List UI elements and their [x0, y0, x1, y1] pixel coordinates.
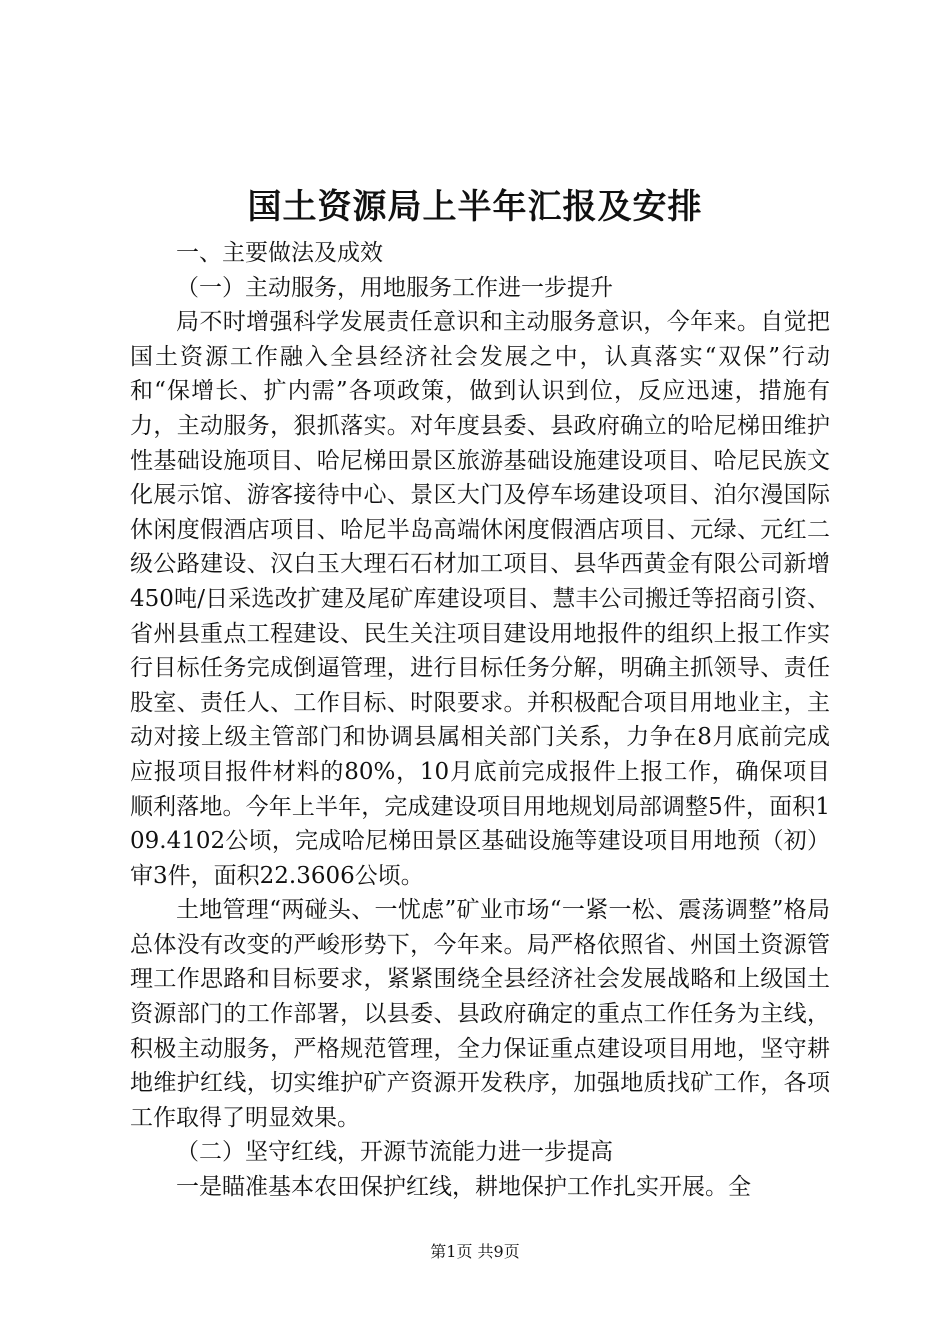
body-paragraph-1: 局不时增强科学发展责任意识和主动服务意识，今年来。自觉把国土资源工作融入全县经济社会发展之中，认真落实“双保”行动和“保增长、扩内需”各项政策，做到认识到位，反应迅速，措施有力，主动服务，狠抓落实。对年度县委、县政府确立的哈尼梯田维护性基础设施项目、哈尼梯田景区旅游基础设施建设项目、哈尼民族文化展示馆、游客接待中心、景区大门及停车场建设项目、泊尔漫国际休闲度假酒店项目、哈尼半岛高端休闲度假酒店项目、元绿、元红二级公路建设、汉白玉大理石石材加工项目、县华西黄金有限公司新增450吨/日采选改扩建及尾矿库建设项目、慧丰公司搬迁等招商引资、省州县重点工程建设、民生关注项目建设用地报件的组织上报工作实行目标任务完成倒逼管理，进行目标任务分解，明确主抓领导、责任股室、责任人、工作目标、时限要求。并积极配合项目用地业主，主动对接上级主管部门和协调县属相关部门关系，力争在8月底前完成应报项目报件材料的80%，10月底前完成报件上报工作，确保项目顺利落地。今年上半年，完成建设项目用地规划局部调整5件，面积109.4102公顷，完成哈尼梯田景区基础设施等建设项目用地预（初）审3件，面积22.3606公顷。: [130, 309, 830, 889]
body-paragraph-3: 一是瞄准基本农田保护红线，耕地保护工作扎实开展。全: [176, 1174, 751, 1201]
page-footer: 第1页 共9页: [430, 1242, 520, 1261]
section-heading-1: 一、主要做法及成效: [176, 240, 383, 266]
document-title: 国土资源局上半年汇报及安排: [247, 187, 703, 227]
subsection-heading-1: （一）主动服务，用地服务工作进一步提升: [176, 274, 613, 301]
document-body: [130, 236, 830, 1205]
subsection-heading-2: （二）坚守红线，开源节流能力进一步提高: [176, 1139, 613, 1166]
body-paragraph-2: 土地管理“两碰头、一忧虑”矿业市场“一紧一松、震荡调整”格局总体没有改变的严峻形势下，今年来。局严格依照省、州国土资源管理工作思路和目标要求，紧紧围绕全县经济社会发展战略和上级国土资源部门的工作部署，以县委、县政府确定的重点工作任务为主线，积极主动服务，严格规范管理，全力保证重点建设项目用地，坚守耕地维护红线，切实维护矿产资源开发秩序，加强地质找矿工作，各项工作取得了明显效果。: [130, 897, 830, 1131]
